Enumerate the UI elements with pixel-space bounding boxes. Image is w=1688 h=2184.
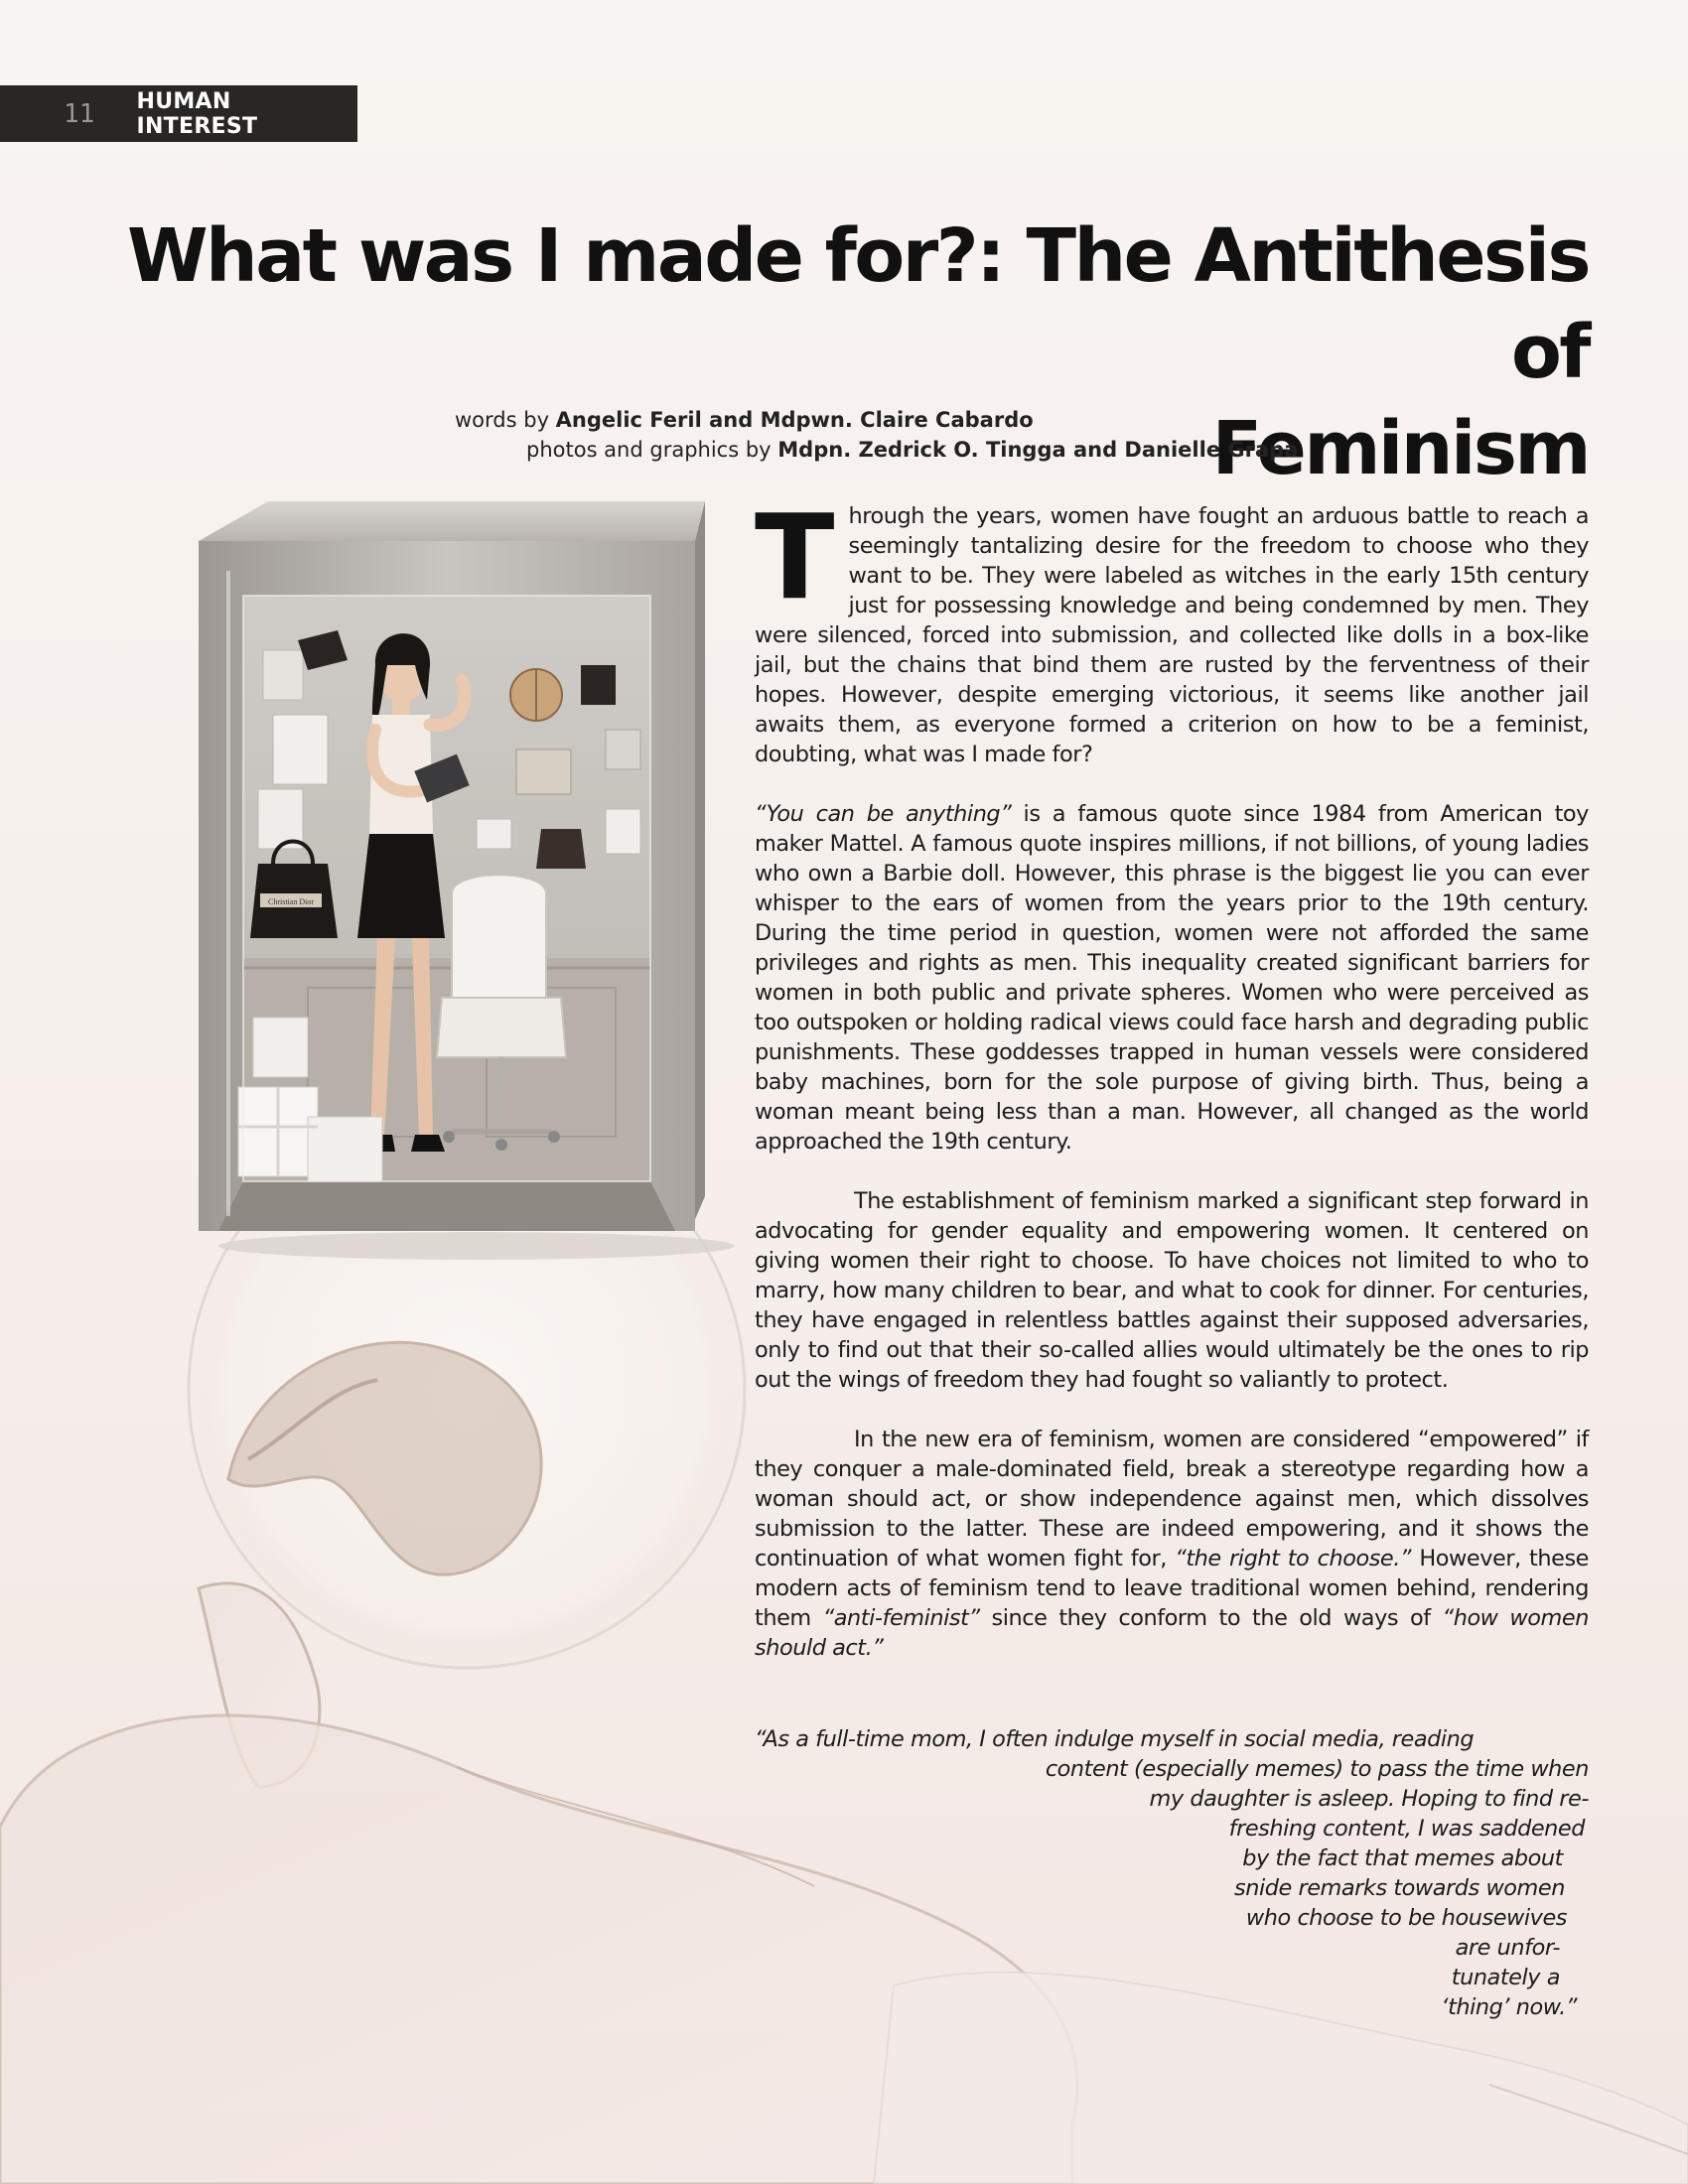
- byline-words-authors: Angelic Feril and Mdpwn. Claire Cabardo: [555, 408, 1034, 432]
- paragraph-2-quote: “You can be anything”: [755, 801, 1012, 827]
- paragraph-4-quote-2: “anti-feminist”: [822, 1605, 980, 1631]
- paragraph-3: [755, 1186, 1589, 1395]
- pull-quote: [755, 1724, 1589, 2022]
- paragraph-2-text: is a famous quote since 1984 from American toy maker Mattel. A famous quote inspires millions, if not billions, of young ladies who own a Barbie doll. However, this phrase is the biggest lie you can ever whisper to the ears of women from the years prior to the 19th century. During the time period in question, women were not afforded the same privileges and rights as men. This inequality created significant barriers for women in both public and private spheres. Women who were perceived as too outspoken or holding radical views could face harsh and degrading public punishments. These goddesses trapped in human vessels were considered baby machines, born for the sole purpose of giving birth. Thus, being a woman meant being less than a man. However, all changed as the world approached the 19th century.: [755, 801, 1589, 1155]
- pull-quote-line: my daughter is asleep. Hoping to find re-: [1149, 1786, 1589, 1812]
- paragraph-1-text: hrough the years, women have fought an arduous battle to reach a seemingly tantalizing desire for the freedom to choose who they want to be. They were labeled as witches in the early 15th century just for possessing knowledge and being condemned by men. They were silenced, forced into submission, and collected like dolls in a box-like jail, but the chains that bind them are rusted by the ferventness of their hopes. However, despite emerging victorious, it seems like another jail awaits them, as everyone formed a criterion on how to be a feminist, doubting, what was I made for?: [755, 503, 1589, 767]
- doll-box-illustration: [189, 501, 745, 1266]
- paragraph-4-quote-3: “how women should act.”: [755, 1605, 1589, 1661]
- handbag-label: Christian Dior: [268, 897, 314, 906]
- paragraph-4-quote-1: “the right to choose.”: [1175, 1546, 1412, 1571]
- byline-photos: [526, 435, 1298, 465]
- pull-quote-line: who choose to be housewives: [1245, 1905, 1567, 1931]
- paragraph-4-text-c: since they conform to the old ways of: [979, 1605, 1443, 1631]
- article-body: [755, 488, 1589, 1693]
- pull-quote-line: content (especially memes) to pass the time when: [1045, 1756, 1589, 1782]
- pull-quote-line: are unfor-: [1455, 1935, 1560, 1961]
- paragraph-4: [755, 1425, 1589, 1663]
- paragraph-4-text-b: However, these modern acts of feminism tend to leave traditional women behind, rendering them: [755, 1546, 1589, 1631]
- paragraph-3-text: The establishment of feminism marked a significant step forward in advocating for gender equality and empowering women. It centered on giving women their right to choose. To have choices not limited to who to marry, how many children to bear, and what to cook for dinner. For centuries, they have engaged in relentless battles against their supposed adversaries, only to find out that their so-called allies would ultimately be the ones to rip out the wings of freedom they had fought so valiantly to protect.: [755, 1188, 1589, 1393]
- pull-quote-line: snide remarks towards women: [1233, 1875, 1565, 1901]
- byline-photos-authors: Mdpn. Zedrick O. Tingga and Danielle Grapa: [777, 438, 1299, 462]
- page-number: 11: [64, 98, 95, 129]
- byline-photos-label: photos and graphics by: [526, 438, 778, 462]
- paragraph-1: [755, 488, 1589, 769]
- pull-quote-line: ‘thing’ now.”: [1441, 1994, 1577, 2020]
- drop-cap: T: [755, 488, 835, 625]
- byline-words-label: words by: [455, 408, 556, 432]
- paragraph-4-text-a: In the new era of feminism, women are considered “empowered” if they conquer a male-dominated field, break a stereotype regarding how a woman should act, or show independence against men, which dissolves submission to the latter. These are indeed empowering, and it shows the continuation of what women fight for,: [755, 1427, 1589, 1571]
- section-name: HUMAN INTEREST: [136, 88, 258, 139]
- pull-quote-line: freshing content, I was saddened: [1228, 1816, 1585, 1842]
- pull-quote-line: “As a full-time mom, I often indulge myself in social media, reading: [755, 1726, 1475, 1752]
- section-tag: [0, 85, 357, 142]
- paragraph-2: [755, 799, 1589, 1157]
- pull-quote-line: by the fact that memes about: [1242, 1845, 1563, 1871]
- byline-words: [455, 405, 1034, 435]
- pull-quote-line: tunately a: [1451, 1965, 1560, 1990]
- title-line-1: What was I made for?: The Antithesis of: [126, 213, 1589, 395]
- title-line-2: Feminism: [1211, 406, 1589, 491]
